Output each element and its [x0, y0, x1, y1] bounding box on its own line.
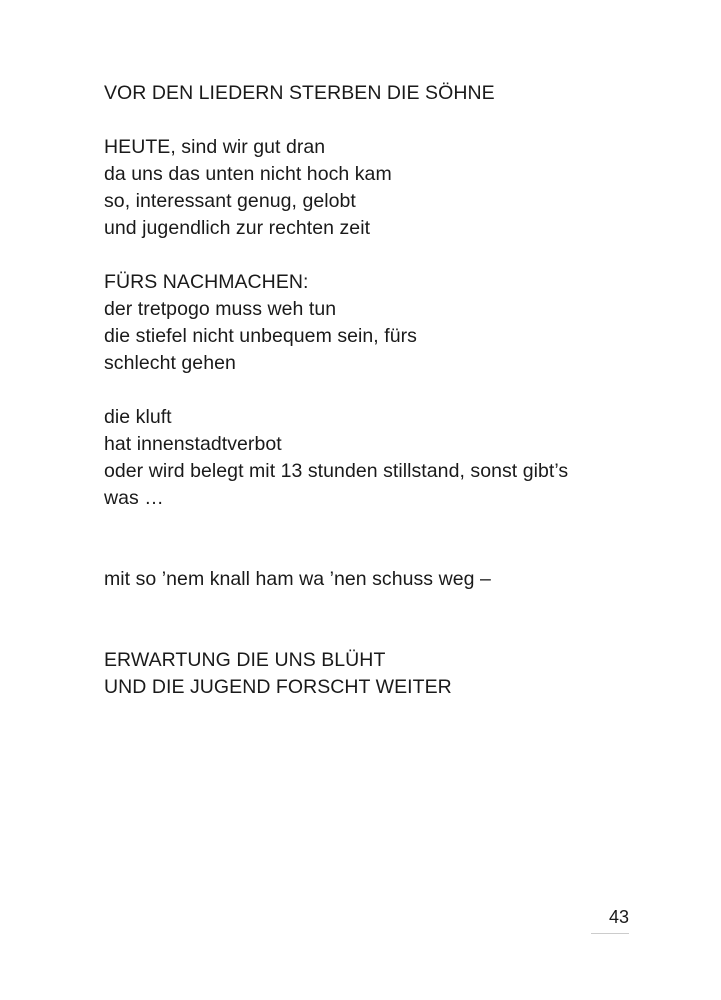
poem-title: VOR DEN LIEDERN STERBEN DIE SÖHNE — [104, 82, 495, 104]
poem-line: UND DIE JUGEND FORSCHT WEITER — [104, 676, 452, 698]
poem-line: HEUTE, sind wir gut dran — [104, 136, 326, 158]
page-number: 43 — [608, 907, 629, 927]
stanza-gap — [104, 593, 664, 620]
stanza-gap — [104, 512, 664, 539]
page-number-rule — [591, 933, 629, 934]
poem — [104, 80, 664, 701]
poem-line: mit so ’nem knall ham wa ’nen schuss weg – — [104, 568, 491, 590]
poem-line: was … — [104, 487, 164, 509]
poem-line: die stiefel nicht unbequem sein, fürs — [104, 325, 417, 347]
poem-line: die kluft — [104, 406, 172, 428]
poem-line: hat innenstadtverbot — [104, 433, 282, 455]
stanza-gap — [104, 539, 664, 566]
stanza-gap — [104, 107, 664, 134]
stanza-gap — [104, 620, 664, 647]
poem-line: schlecht gehen — [104, 352, 236, 374]
poem-line: so, interessant genug, gelobt — [104, 190, 356, 212]
stanza-gap — [104, 377, 664, 404]
poem-line: FÜRS NACHMACHEN: — [104, 271, 309, 293]
stanza-gap — [104, 242, 664, 269]
poem-line: der tretpogo muss weh tun — [104, 298, 337, 320]
poem-line: und jugendlich zur rechten zeit — [104, 217, 371, 239]
poem-line: da uns das unten nicht hoch kam — [104, 163, 392, 185]
poem-line: oder wird belegt mit 13 stunden stillstand, sonst gibt’s — [104, 460, 569, 482]
poem-line: ERWARTUNG DIE UNS BLÜHT — [104, 649, 386, 671]
